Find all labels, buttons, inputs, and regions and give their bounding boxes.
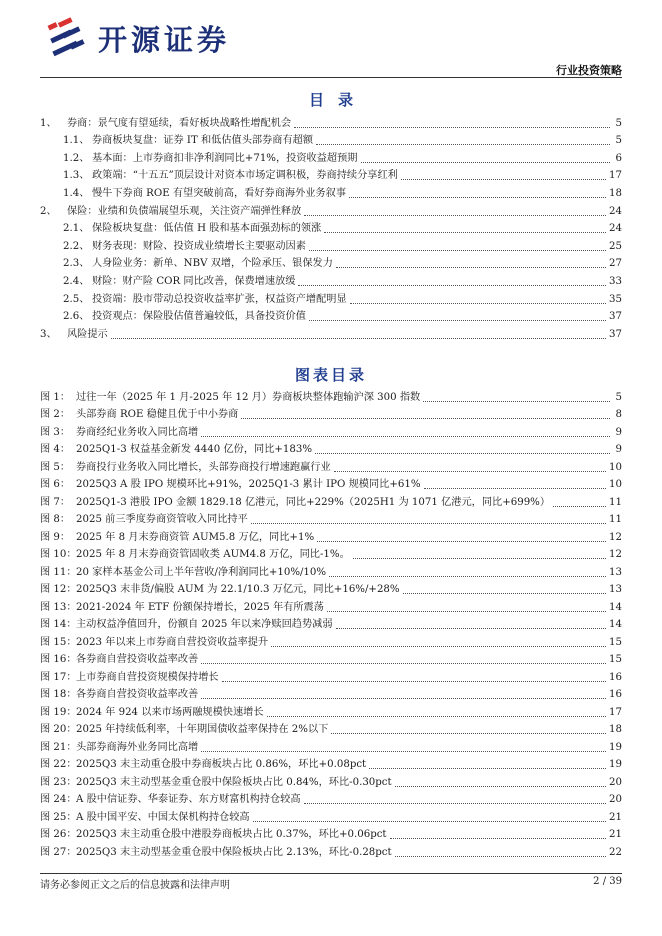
entry-number: 2.4、 xyxy=(63,275,90,287)
leader-dots xyxy=(336,267,606,268)
entry-title: 慢牛下券商 ROE 有望突破前高，看好券商海外业务叙事 xyxy=(92,187,347,199)
leader-dots xyxy=(201,751,606,752)
entry-title: 券商板块复盘：证券 IT 和低估值头部券商有超额 xyxy=(92,135,314,147)
leader-dots xyxy=(349,197,606,198)
entry-title: 上市券商自营投资规模保持增长 xyxy=(76,671,219,683)
entry-number: 图 22： xyxy=(40,759,77,770)
leader-dots xyxy=(401,179,606,180)
entry-number: 图 27： xyxy=(40,846,77,858)
entry-title: 2025Q3 末主动重仓股中港股券商板块占比 0.37%，环比+0.06pct xyxy=(76,829,387,840)
entry-page: 19 xyxy=(609,741,622,753)
leader-dots xyxy=(317,541,606,542)
figure-entry[interactable] xyxy=(40,790,622,808)
entry-title: 财险：财产险 COR 同比改善，保费增速放缓 xyxy=(92,275,296,287)
entry-page: 13 xyxy=(609,566,622,578)
leader-dots xyxy=(309,320,606,321)
figure-entry[interactable] xyxy=(40,387,622,405)
entry-title: 政策端：“十五五”顶层设计对资本市场定调积极，券商持续分享红利 xyxy=(92,170,398,182)
figure-entry[interactable] xyxy=(40,632,622,650)
entry-title: 20 家样本基金公司上半年营收/净利润同比+10%/10% xyxy=(76,566,327,578)
figures-title: 图表目录 xyxy=(294,366,367,384)
entry-title: 2025Q3 末主动型基金重仓股中保险板块占比 0.84%，环比-0.30pct xyxy=(76,776,392,788)
entry-page: 5 xyxy=(615,391,622,403)
entry-number: 图 19： xyxy=(40,706,77,718)
entry-page: 8 xyxy=(615,409,622,420)
leader-dots xyxy=(403,593,606,594)
figure-entry[interactable] xyxy=(40,440,622,458)
entry-page: 19 xyxy=(609,759,622,770)
leader-dots xyxy=(327,611,606,612)
entry-page: 9 xyxy=(615,426,622,438)
entry-page: 20 xyxy=(609,776,622,788)
figure-entry[interactable] xyxy=(40,615,622,633)
leader-dots xyxy=(334,471,606,472)
entry-number: 2.1、 xyxy=(63,223,90,235)
entry-title: 财务表现：财险、投资成业绩增长主要驱动因素 xyxy=(92,240,306,252)
entry-title: 2025 年持续低利率，十年期国债收益率保持在 2%以下 xyxy=(76,724,329,735)
entry-page: 18 xyxy=(609,187,622,199)
entry-title: 2025 前三季度券商资管收入同比持平 xyxy=(76,514,248,525)
entry-page: 17 xyxy=(609,170,622,182)
figure-entry[interactable] xyxy=(40,825,622,843)
entry-title: 保险：业绩和负债端展望乐观，关注资产端弹性释放 xyxy=(67,205,302,217)
entry-number: 图 2： xyxy=(40,409,71,420)
figure-entry[interactable] xyxy=(40,457,622,475)
entry-page: 13 xyxy=(609,584,622,595)
entry-title: 2024 年 924 以来市场两融规模快速增长 xyxy=(76,706,264,718)
figure-entry[interactable] xyxy=(40,755,622,773)
leader-dots xyxy=(201,663,606,664)
figure-entry[interactable] xyxy=(40,702,622,720)
leader-dots xyxy=(350,303,606,304)
leader-dots xyxy=(294,127,610,128)
leader-dots xyxy=(253,821,606,822)
entry-title: 保险板块复盘：低估值 H 股和基本面强劲标的领涨 xyxy=(92,223,322,235)
entry-number: 图 10： xyxy=(40,549,77,560)
entry-page: 24 xyxy=(609,205,622,217)
entry-page: 14 xyxy=(609,619,622,630)
entry-page: 15 xyxy=(609,636,622,648)
entry-title: 2025Q3 末非货/偏股 AUM 为 22.1/10.3 万亿元，同比+16%/+28% xyxy=(76,584,400,595)
leader-dots xyxy=(424,488,606,489)
toc-entry[interactable] xyxy=(40,148,622,166)
entry-title: 券商：景气度有望延续，看好板块战略性增配机会 xyxy=(67,117,292,129)
entry-page: 5 xyxy=(615,117,622,129)
toc-entry[interactable] xyxy=(40,113,622,131)
toc-entry[interactable] xyxy=(40,324,622,342)
toc-entry[interactable] xyxy=(40,307,622,325)
entry-page: 11 xyxy=(609,496,622,508)
entry-number: 图 16： xyxy=(40,654,77,665)
entry-title: 2025Q3 末主动型基金重仓股中保险板块占比 2.13%，环比-0.28pct xyxy=(76,846,392,858)
entry-number: 2.6、 xyxy=(63,311,90,323)
leader-dots xyxy=(111,338,606,339)
entry-page: 10 xyxy=(609,461,622,473)
entry-number: 图 25： xyxy=(40,811,77,823)
entry-number: 2、 xyxy=(40,205,57,217)
entry-page: 10 xyxy=(609,479,622,490)
entry-title: 投资观点：保险股估值普遍较低，具备投资价值 xyxy=(92,311,306,323)
leader-dots xyxy=(241,418,610,419)
figure-entry[interactable] xyxy=(40,527,622,545)
entry-number: 图 13： xyxy=(40,601,77,613)
entry-number: 图 3： xyxy=(40,426,71,438)
entry-number: 图 9： xyxy=(40,531,71,543)
figure-entry[interactable] xyxy=(40,545,622,563)
figure-entry[interactable] xyxy=(40,562,622,580)
figure-entry[interactable] xyxy=(40,405,622,423)
entry-number: 图 4： xyxy=(40,444,71,455)
footer-disclaimer: 请务必参阅正文之后的信息披露和法律声明 xyxy=(40,880,230,891)
kaiyuan-logo-icon xyxy=(46,16,90,60)
entry-number: 图 24： xyxy=(40,794,77,805)
leader-dots xyxy=(395,856,606,857)
entry-title: 2023 年以来上市券商自营投资收益率提升 xyxy=(76,636,269,648)
page-number: 2 / 39 xyxy=(593,876,622,887)
leader-dots xyxy=(324,232,606,233)
entry-page: 22 xyxy=(609,846,622,858)
toc-entry[interactable] xyxy=(40,166,622,184)
figure-entry[interactable] xyxy=(40,650,622,668)
toc-list xyxy=(40,113,622,342)
page-header xyxy=(0,0,662,80)
leader-dots xyxy=(315,453,610,454)
leader-dots xyxy=(423,401,610,402)
entry-number: 图 23： xyxy=(40,776,77,788)
company-logo xyxy=(46,16,276,58)
figure-entry[interactable] xyxy=(40,737,622,755)
entry-page: 18 xyxy=(609,724,622,735)
entry-title: 2025Q3 A 股 IPO 规模环比+91%，2025Q1-3 累计 IPO 规模同比+61% xyxy=(76,479,421,490)
entry-page: 17 xyxy=(609,706,622,718)
leader-dots xyxy=(309,250,606,251)
entry-page: 24 xyxy=(609,223,622,235)
entry-title: 人身险业务：新单、NBV 双增，个险承压、银保发力 xyxy=(92,258,333,270)
figure-entry[interactable] xyxy=(40,807,622,825)
entry-page: 5 xyxy=(615,135,622,147)
leader-dots xyxy=(553,506,606,507)
figure-list xyxy=(40,387,622,860)
entry-title: 2025 年 8 月末券商资管固收类 AUM4.8 万亿，同比-1%。 xyxy=(76,549,350,560)
entry-title: 主动权益净值回升，份额自 2025 年以来净赎回趋势减弱 xyxy=(76,619,333,630)
entry-title: 风险提示 xyxy=(67,328,108,340)
leader-dots xyxy=(316,144,610,145)
entry-number: 图 11： xyxy=(40,566,77,578)
toc-entry[interactable] xyxy=(40,201,622,219)
entry-title: 头部券商海外业务同比高增 xyxy=(76,741,199,753)
entry-number: 图 6： xyxy=(40,479,71,490)
figure-entry[interactable] xyxy=(40,580,622,598)
entry-title: 投资端：股市带动总投资收益率扩张，权益资产增配明显 xyxy=(92,293,347,305)
leader-dots xyxy=(267,716,607,717)
entry-number: 2.2、 xyxy=(63,240,90,252)
entry-title: A 股中国平安、中国太保机构持仓较高 xyxy=(76,811,250,823)
entry-number: 图 26： xyxy=(40,829,77,840)
figure-entry[interactable] xyxy=(40,475,622,493)
header-divider xyxy=(40,77,622,78)
leader-dots xyxy=(222,681,606,682)
entry-page: 25 xyxy=(609,240,622,252)
entry-page: 35 xyxy=(609,293,622,305)
entry-page: 16 xyxy=(609,671,622,683)
entry-page: 20 xyxy=(609,794,622,805)
entry-title: A 股中信证券、华泰证券、东方财富机构持仓较高 xyxy=(76,794,301,805)
entry-page: 12 xyxy=(609,549,622,560)
leader-dots xyxy=(369,768,606,769)
toc-entry[interactable] xyxy=(40,271,622,289)
leader-dots xyxy=(201,698,606,699)
entry-title: 各券商自营投资收益率改善 xyxy=(76,689,199,700)
entry-number: 图 21： xyxy=(40,741,77,753)
leader-dots xyxy=(298,285,606,286)
entry-page: 21 xyxy=(609,811,622,823)
entry-number: 图 1： xyxy=(40,391,71,403)
entry-number: 图 15： xyxy=(40,636,77,648)
entry-number: 图 18： xyxy=(40,689,77,700)
entry-title: 券商经纪业务收入同比高增 xyxy=(76,426,199,438)
toc-title: 目录 xyxy=(308,91,367,109)
figure-entry[interactable] xyxy=(40,685,622,703)
toc-entry[interactable] xyxy=(40,131,622,149)
figure-entry[interactable] xyxy=(40,667,622,685)
figure-entry[interactable] xyxy=(40,720,622,738)
toc-entry[interactable] xyxy=(40,289,622,307)
entry-title: 2025Q1-3 港股 IPO 金额 1829.18 亿港元，同比+229%（2025H1 为 1071 亿港元，同比+699%） xyxy=(76,496,551,508)
entry-number: 图 17： xyxy=(40,671,77,683)
entry-page: 6 xyxy=(615,152,622,164)
figure-entry[interactable] xyxy=(40,510,622,528)
entry-page: 16 xyxy=(609,689,622,700)
leader-dots xyxy=(304,803,607,804)
leader-dots xyxy=(304,215,606,216)
entry-page: 27 xyxy=(609,258,622,270)
footer-divider xyxy=(40,873,622,874)
entry-title: 2025Q1-3 权益基金新发 4440 亿份，同比+183% xyxy=(76,444,313,455)
figure-entry[interactable] xyxy=(40,842,622,860)
leader-dots xyxy=(395,786,606,787)
entry-page: 12 xyxy=(609,531,622,543)
entry-number: 1.3、 xyxy=(63,170,90,182)
entry-number: 3、 xyxy=(40,328,57,340)
entry-number: 图 14： xyxy=(40,619,77,630)
entry-number: 图 8： xyxy=(40,514,71,525)
entry-page: 11 xyxy=(609,514,622,525)
leader-dots xyxy=(390,838,607,839)
entry-number: 2.5、 xyxy=(63,293,90,305)
entry-title: 基本面：上市券商扣非净利润同比+71%，投资收益超预期 xyxy=(92,152,358,164)
figure-entry[interactable] xyxy=(40,492,622,510)
entry-page: 33 xyxy=(609,275,622,287)
figure-entry[interactable] xyxy=(40,422,622,440)
entry-number: 图 12： xyxy=(40,584,77,595)
entry-title: 过往一年（2025 年 1 月-2025 年 12 月）券商板块整体跑输沪深 300 指数 xyxy=(76,391,421,403)
entry-title: 2021-2024 年 ETF 份额保持增长，2025 年有所震荡 xyxy=(76,601,324,613)
leader-dots xyxy=(331,733,606,734)
entry-page: 9 xyxy=(615,444,622,455)
leader-dots xyxy=(336,628,607,629)
entry-number: 1.4、 xyxy=(63,187,90,199)
entry-page: 37 xyxy=(609,328,622,340)
entry-number: 1.2、 xyxy=(63,152,90,164)
toc-entry[interactable] xyxy=(40,183,622,201)
entry-number: 1、 xyxy=(40,117,57,129)
entry-title: 头部券商 ROE 稳健且优于中小券商 xyxy=(76,409,239,420)
figure-entry[interactable] xyxy=(40,772,622,790)
entry-number: 2.3、 xyxy=(63,258,90,270)
entry-number: 图 20： xyxy=(40,724,77,735)
entry-title: 2025 年 8 月末券商资管 AUM5.8 万亿，同比+1% xyxy=(76,531,315,543)
leader-dots xyxy=(251,523,606,524)
report-category: 行业投资策略 xyxy=(556,64,622,77)
entry-page: 21 xyxy=(609,829,622,840)
entry-number: 1.1、 xyxy=(63,135,90,147)
leader-dots xyxy=(329,576,606,577)
brand-name: 开源证券 xyxy=(98,23,231,57)
toc-entry[interactable] xyxy=(40,254,622,272)
entry-number: 图 5： xyxy=(40,461,71,473)
entry-title: 券商投行业务收入同比增长，头部券商投行增速跑赢行业 xyxy=(76,461,331,473)
entry-page: 15 xyxy=(609,654,622,665)
entry-title: 各券商自营投资收益率改善 xyxy=(76,654,199,665)
entry-page: 37 xyxy=(609,311,622,323)
leader-dots xyxy=(201,436,610,437)
figure-entry[interactable] xyxy=(40,597,622,615)
entry-number: 图 7： xyxy=(40,496,71,508)
leader-dots xyxy=(361,162,611,163)
leader-dots xyxy=(271,646,606,647)
toc-entry[interactable] xyxy=(40,219,622,237)
toc-entry[interactable] xyxy=(40,236,622,254)
leader-dots xyxy=(353,558,606,559)
entry-page: 14 xyxy=(609,601,622,613)
entry-title: 2025Q3 末主动重仓股中券商板块占比 0.86%，环比+0.08pct xyxy=(76,759,367,770)
